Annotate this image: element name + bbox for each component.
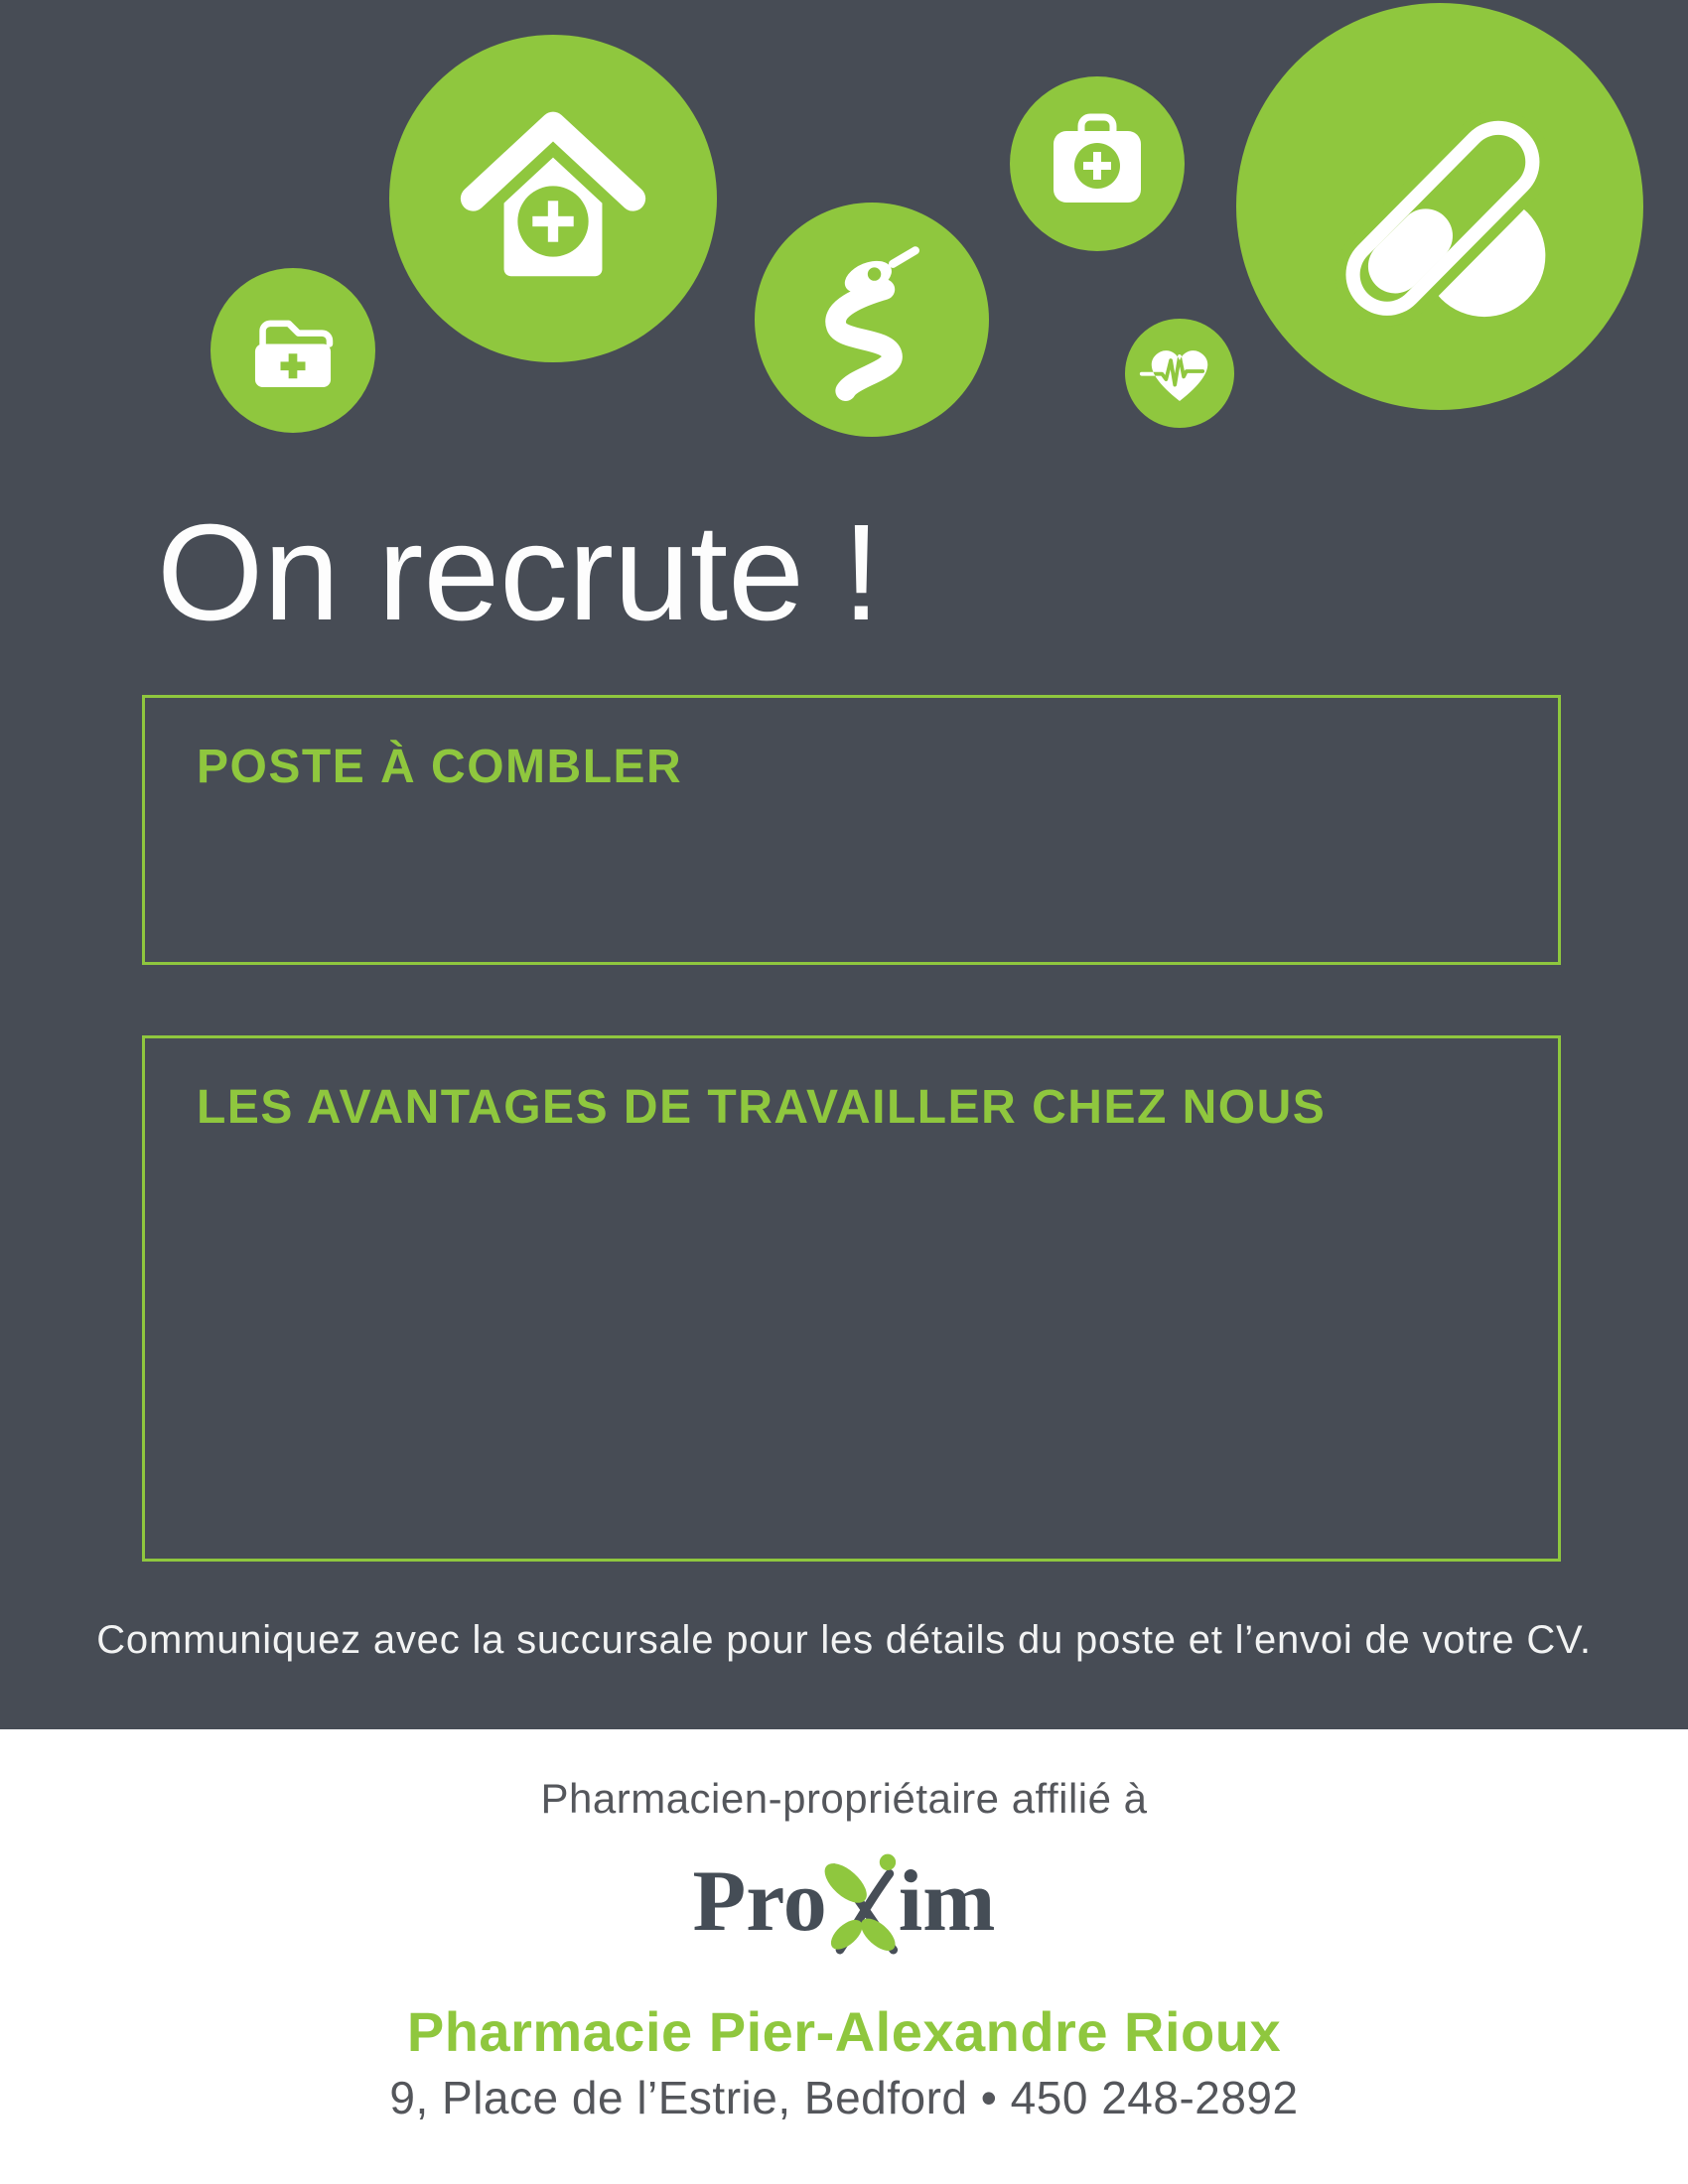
position-box [142, 695, 1561, 965]
footer-section [0, 1729, 1688, 2184]
pill-capsule-icon [1311, 77, 1569, 336]
proxim-x-icon [815, 1846, 911, 1966]
benefits-box [142, 1035, 1561, 1562]
position-box-title: POSTE À COMBLER [197, 741, 683, 793]
pill-capsule-circle [1236, 3, 1643, 410]
contact-note: Communiquez avec la succursale pour les détails du poste et l’envoi de votre CV. [96, 1618, 1592, 1662]
heart-pulse-circle [1125, 319, 1234, 428]
first-aid-kit-circle [1010, 76, 1185, 251]
first-aid-kit-icon [1038, 109, 1157, 218]
asclepius-snake-icon [790, 238, 954, 402]
folder-plus-circle [211, 268, 375, 433]
proxim-logo [0, 1841, 1688, 1964]
medical-house-circle [389, 35, 717, 362]
asclepius-circle [755, 203, 989, 437]
medical-house-icon [439, 84, 667, 313]
proxim-logo-suffix: im [898, 1853, 996, 1950]
pharmacy-address: 9, Place de l’Estrie, Bedford • 450 248-2892 [389, 2072, 1299, 2123]
folder-plus-icon [237, 301, 349, 400]
heart-pulse-icon [1139, 336, 1220, 411]
pharmacy-name: Pharmacie Pier-Alexandre Rioux [406, 2000, 1282, 2063]
proxim-logo-prefix: Pro [692, 1853, 827, 1950]
benefits-box-title: LES AVANTAGES DE TRAVAILLER CHEZ NOUS [197, 1081, 1327, 1134]
affiliation-text: Pharmacien-propriétaire affilié à [540, 1775, 1148, 1822]
poster-heading: On recrute ! [157, 496, 881, 649]
